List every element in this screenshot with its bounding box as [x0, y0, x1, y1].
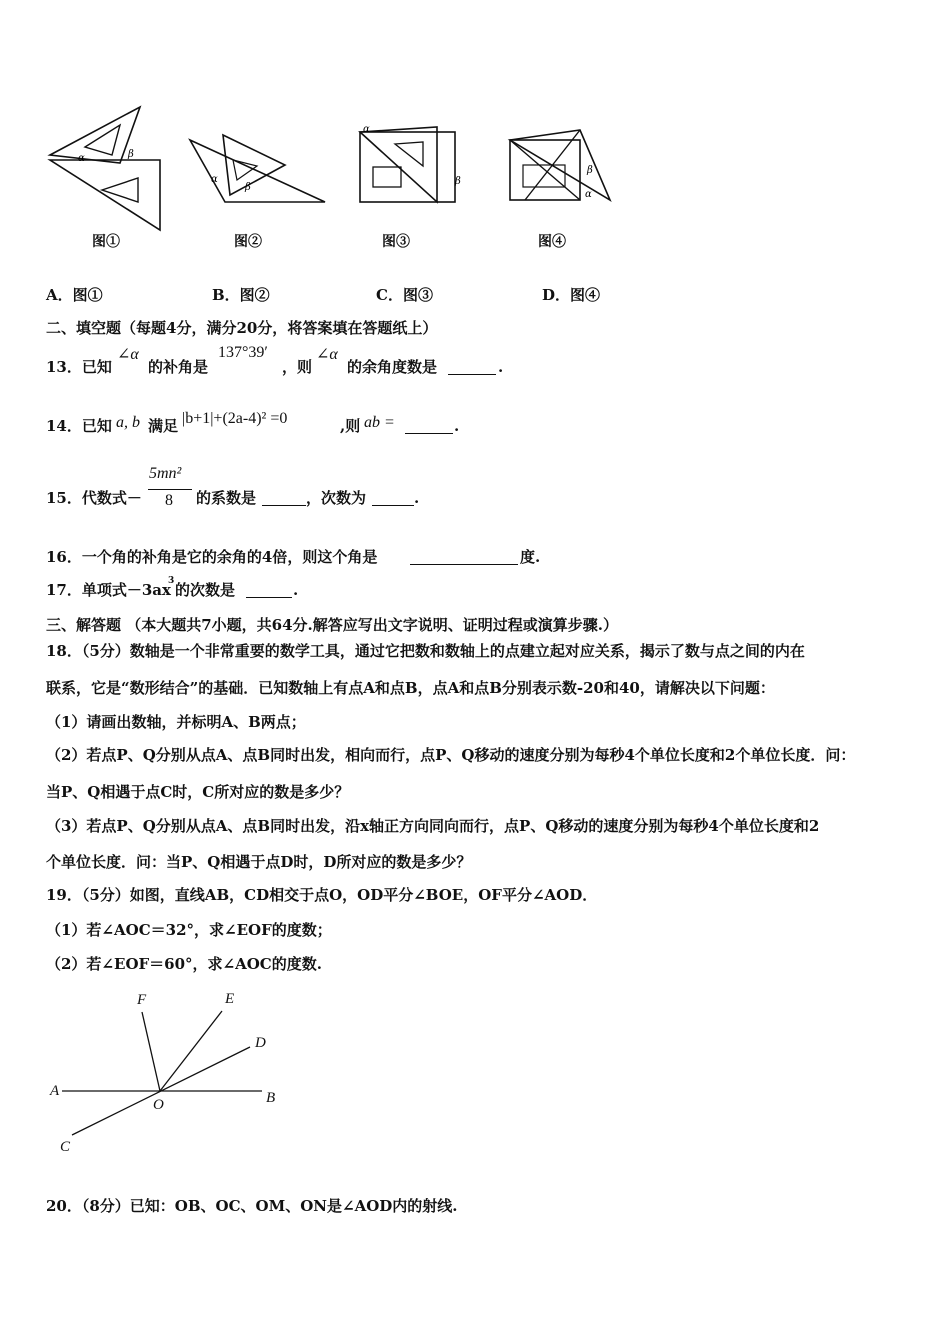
label-o: O — [153, 1097, 164, 1113]
q18-line-7: 个单位长度．问：当P、Q相遇于点D时，D所对应的数是多少？ — [46, 853, 472, 871]
q14-answer-blank[interactable] — [405, 419, 453, 434]
option-b[interactable]: B．图② — [212, 286, 270, 304]
q15-prefix: 15．代数式－ — [46, 489, 142, 507]
ray-oe — [160, 1011, 222, 1091]
q15-numerator: 5mn² — [149, 465, 182, 482]
q13-mid2: ，则 — [282, 358, 313, 376]
label-a: A — [50, 1083, 60, 1099]
figure-3-label: 图③ — [382, 234, 410, 250]
q13-prefix: 13．已知 — [46, 358, 112, 376]
q15-fraction-bar — [148, 489, 192, 490]
q18-line-6: （3）若点P、Q分别从点A、点B同时出发，沿x轴正方向同向而行，点P、Q移动的速度分别为每秒4个单位长度和2 — [46, 817, 820, 835]
svg-text:α: α — [363, 124, 370, 135]
q18-line-2: 联系，它是“数形结合”的基础．已知数轴上有点A和点B，点A和点B分别表示数-20和40，请解决以下问题： — [46, 679, 775, 697]
q14-ab: ab = — [364, 414, 395, 431]
svg-text:α: α — [585, 189, 592, 200]
q14-end: . — [454, 417, 460, 435]
q13-answer-blank[interactable] — [448, 360, 496, 375]
figure-2 — [185, 130, 325, 210]
q14-prefix: 14．已知 — [46, 417, 112, 435]
q18-line-5: 当P、Q相遇于点C时，C所对应的数是多少？ — [46, 783, 350, 801]
svg-text:β: β — [455, 176, 461, 187]
svg-text:β: β — [245, 182, 251, 193]
section-3-title: 三、解答题 （本大题共7小题，共64分.解答应写出文字说明、证明过程或演算步骤.） — [46, 616, 618, 634]
q13-angle1: ∠α — [117, 346, 139, 363]
q16-text: 16．一个角的补角是它的余角的4倍，则这个角是 — [46, 548, 378, 566]
q13-degrees: 137°39′ — [218, 344, 268, 361]
figure-2-label: 图② — [234, 234, 262, 250]
q19-diagram — [40, 985, 300, 1165]
q15-coefficient-blank[interactable] — [262, 491, 306, 506]
svg-text:β: β — [128, 149, 134, 160]
figure-1-label: 图① — [92, 234, 120, 250]
option-c[interactable]: C．图③ — [376, 286, 433, 304]
figure-3 — [355, 122, 485, 212]
q14-vars: a, b — [116, 414, 140, 431]
q14-after: ,则 — [340, 417, 361, 435]
q13-end: . — [498, 358, 504, 376]
q17-suffix: 的次数是 — [175, 581, 236, 599]
figure-4 — [505, 125, 625, 210]
label-e: E — [225, 991, 235, 1007]
svg-text:α: α — [78, 153, 85, 164]
ray-of — [142, 1012, 160, 1091]
section-2-title: 二、填空题（每题4分，满分20分，将答案填在答题纸上） — [46, 319, 438, 337]
svg-text:β: β — [587, 165, 593, 176]
q15-degree-blank[interactable] — [372, 491, 414, 506]
q16-unit: 度. — [520, 548, 541, 566]
label-c: C — [60, 1139, 71, 1155]
q18-line-4: （2）若点P、Q分别从点A、点B同时出发，相向而行，点P、Q移动的速度分别为每秒4个单位长度和2个单位长度．问： — [46, 746, 856, 764]
q13-angle2: ∠α — [316, 346, 338, 363]
q15-mid1: 的系数是 — [196, 489, 257, 507]
q15-mid2: ，次数为 — [306, 489, 367, 507]
q17-answer-blank[interactable] — [246, 583, 292, 598]
q19-line-3: （2）若∠EOF＝60°，求∠AOC的度数. — [46, 955, 322, 973]
q20-text: 20．（8分）已知：OB、OC、OM、ON是∠AOD内的射线. — [46, 1197, 458, 1215]
q13-suffix: 的余角度数是 — [347, 358, 438, 376]
q18-line-1: 18．（5分）数轴是一个非常重要的数学工具，通过它把数和数轴上的点建立起对应关系，揭示了数与点之间的内在 — [46, 642, 805, 660]
q17-end: . — [293, 581, 299, 599]
q14-expression: |b+1|+(2a-4)² =0 — [182, 410, 288, 427]
label-b: B — [266, 1090, 276, 1106]
option-d[interactable]: D．图④ — [542, 286, 601, 304]
option-a[interactable]: A．图① — [46, 286, 103, 304]
label-f: F — [137, 992, 147, 1008]
q15-end: . — [414, 489, 420, 507]
q19-line-1: 19．（5分）如图，直线AB，CD相交于点O，OD平分∠BOE，OF平分∠AOD． — [46, 886, 598, 904]
figure-1 — [40, 95, 180, 215]
label-d: D — [255, 1035, 266, 1051]
q17-exponent: 3 — [168, 576, 175, 586]
figure-4-label: 图④ — [538, 234, 566, 250]
q17-prefix: 17．单项式－3ax — [46, 581, 171, 599]
q16-answer-blank[interactable] — [410, 550, 518, 565]
q13-mid1: 的补角是 — [148, 358, 209, 376]
q19-line-2: （1）若∠AOC＝32°，求∠EOF的度数； — [46, 921, 332, 939]
q14-mid: 满足 — [148, 417, 179, 435]
q15-denominator: 8 — [165, 492, 173, 509]
svg-text:α: α — [211, 174, 218, 185]
q18-line-3: （1）请画出数轴，并标明A、B两点； — [46, 713, 306, 731]
